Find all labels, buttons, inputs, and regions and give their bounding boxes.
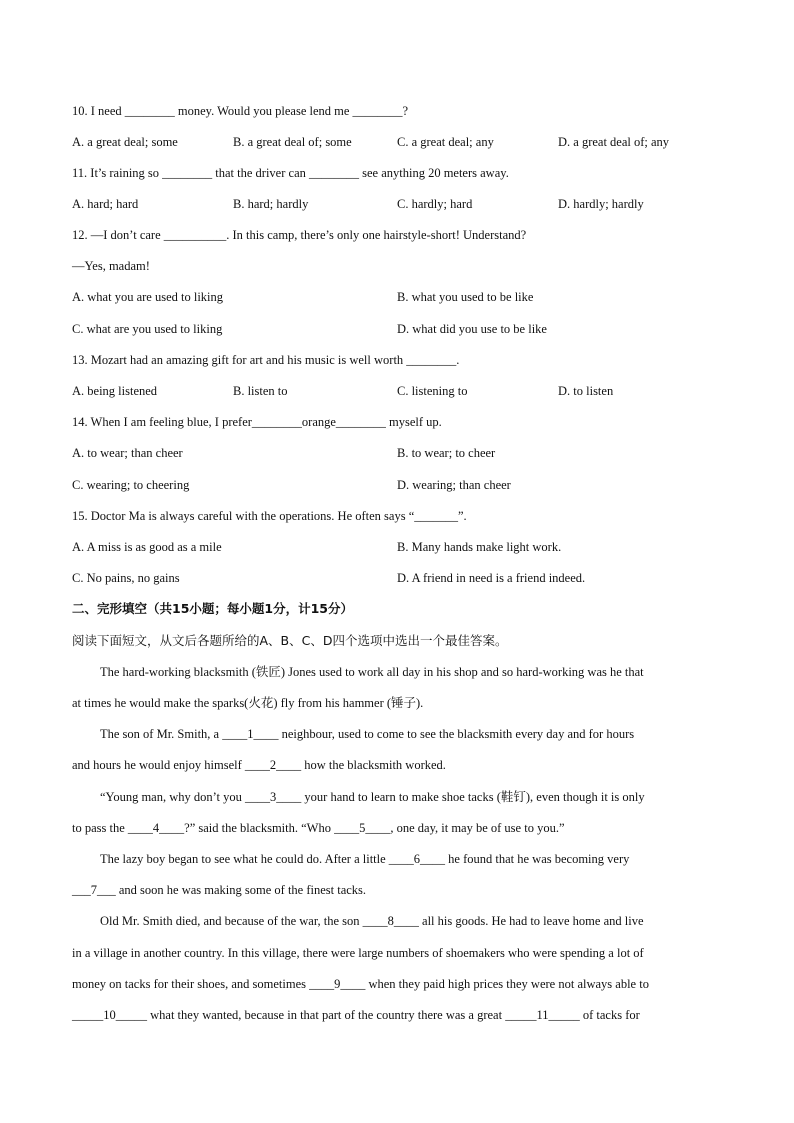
- question-14-option-a: A. to wear; than cheer: [72, 446, 183, 460]
- passage-line: in a village in another country. In this village, there were large numbers of shoemakers who were spending a lot of: [72, 946, 644, 960]
- question-14-option-b: B. to wear; to cheer: [397, 446, 496, 460]
- question-10-option-d: D. a great deal of; any: [558, 135, 670, 149]
- question-12-stem: 12. —I don’t care __________. In this camp, there’s only one hairstyle-short! Understand?: [72, 228, 527, 242]
- passage-line: at times he would make the sparks(火花) fly from his hammer (锤子).: [72, 696, 424, 710]
- question-11-option-b: B. hard; hardly: [233, 197, 309, 211]
- passage-line: The son of Mr. Smith, a ____1____ neighbour, used to come to see the blacksmith every day and for hours: [100, 727, 635, 741]
- question-13-option-b: B. listen to: [233, 384, 288, 398]
- section-instruction: 阅读下面短文，从文后各题所给的A、B、C、D四个选项中选出一个最佳答案。: [72, 633, 508, 648]
- question-10-option-b: B. a great deal of; some: [233, 135, 352, 149]
- question-13-option-a: A. being listened: [72, 384, 158, 398]
- question-11-stem: 11. It’s raining so ________ that the driver can ________ see anything 20 meters away.: [72, 166, 509, 180]
- passage-line: ___7___ and soon he was making some of the finest tacks.: [72, 883, 367, 897]
- passage-line: money on tacks for their shoes, and sometimes ____9____ when they paid high prices they were not always able to: [72, 977, 649, 991]
- question-15-stem: 15. Doctor Ma is always careful with the operations. He often says “_______”.: [72, 509, 467, 523]
- question-12-option-c: C. what are you used to liking: [72, 322, 223, 336]
- question-14-stem: 14. When I am feeling blue, I prefer________orange________ myself up.: [72, 415, 442, 429]
- question-10-option-a: A. a great deal; some: [72, 135, 178, 149]
- passage-line: “Young man, why don’t you ____3____ your hand to learn to make shoe tacks (鞋钉), even though it is only: [100, 790, 645, 804]
- section-heading: 二、完形填空（共15小题；每小题1分，计15分）: [72, 601, 353, 616]
- question-12-option-d: D. what did you use to be like: [397, 322, 547, 336]
- question-15-option-b: B. Many hands make light work.: [397, 540, 562, 554]
- passage-line: and hours he would enjoy himself ____2____ how the blacksmith worked.: [72, 758, 446, 772]
- passage-line: Old Mr. Smith died, and because of the war, the son ____8____ all his goods. He had to leave home and live: [100, 914, 644, 928]
- passage-line: The hard-working blacksmith (铁匠) Jones used to work all day in his shop and so hard-working was he that: [100, 665, 644, 679]
- question-15-option-a: A. A miss is as good as a mile: [72, 540, 222, 554]
- passage-line: to pass the ____4____?” said the blacksmith. “Who ____5____, one day, it may be of use to you.”: [72, 821, 565, 835]
- passage-line: _____10_____ what they wanted, because in that part of the country there was a great _____11_____ of tacks for: [72, 1008, 640, 1022]
- question-10-option-c: C. a great deal; any: [397, 135, 494, 149]
- question-13-option-c: C. listening to: [397, 384, 468, 398]
- question-15-option-d: D. A friend in need is a friend indeed.: [397, 571, 586, 585]
- question-10-stem: 10. I need ________ money. Would you please lend me ________?: [72, 104, 409, 118]
- question-11-option-c: C. hardly; hard: [397, 197, 473, 211]
- question-14-option-c: C. wearing; to cheering: [72, 478, 190, 492]
- question-11-option-a: A. hard; hard: [72, 197, 139, 211]
- question-12-reply: —Yes, madam!: [72, 259, 150, 273]
- question-12-option-b: B. what you used to be like: [397, 290, 534, 304]
- question-15-option-c: C. No pains, no gains: [72, 571, 180, 585]
- question-12-option-a: A. what you are used to liking: [72, 290, 224, 304]
- question-13-option-d: D. to listen: [558, 384, 614, 398]
- passage-line: The lazy boy began to see what he could do. After a little ____6____ he found that he was becoming very: [100, 852, 630, 866]
- question-14-option-d: D. wearing; than cheer: [397, 478, 511, 492]
- question-11-option-d: D. hardly; hardly: [558, 197, 644, 211]
- question-13-stem: 13. Mozart had an amazing gift for art and his music is well worth ________.: [72, 353, 460, 367]
